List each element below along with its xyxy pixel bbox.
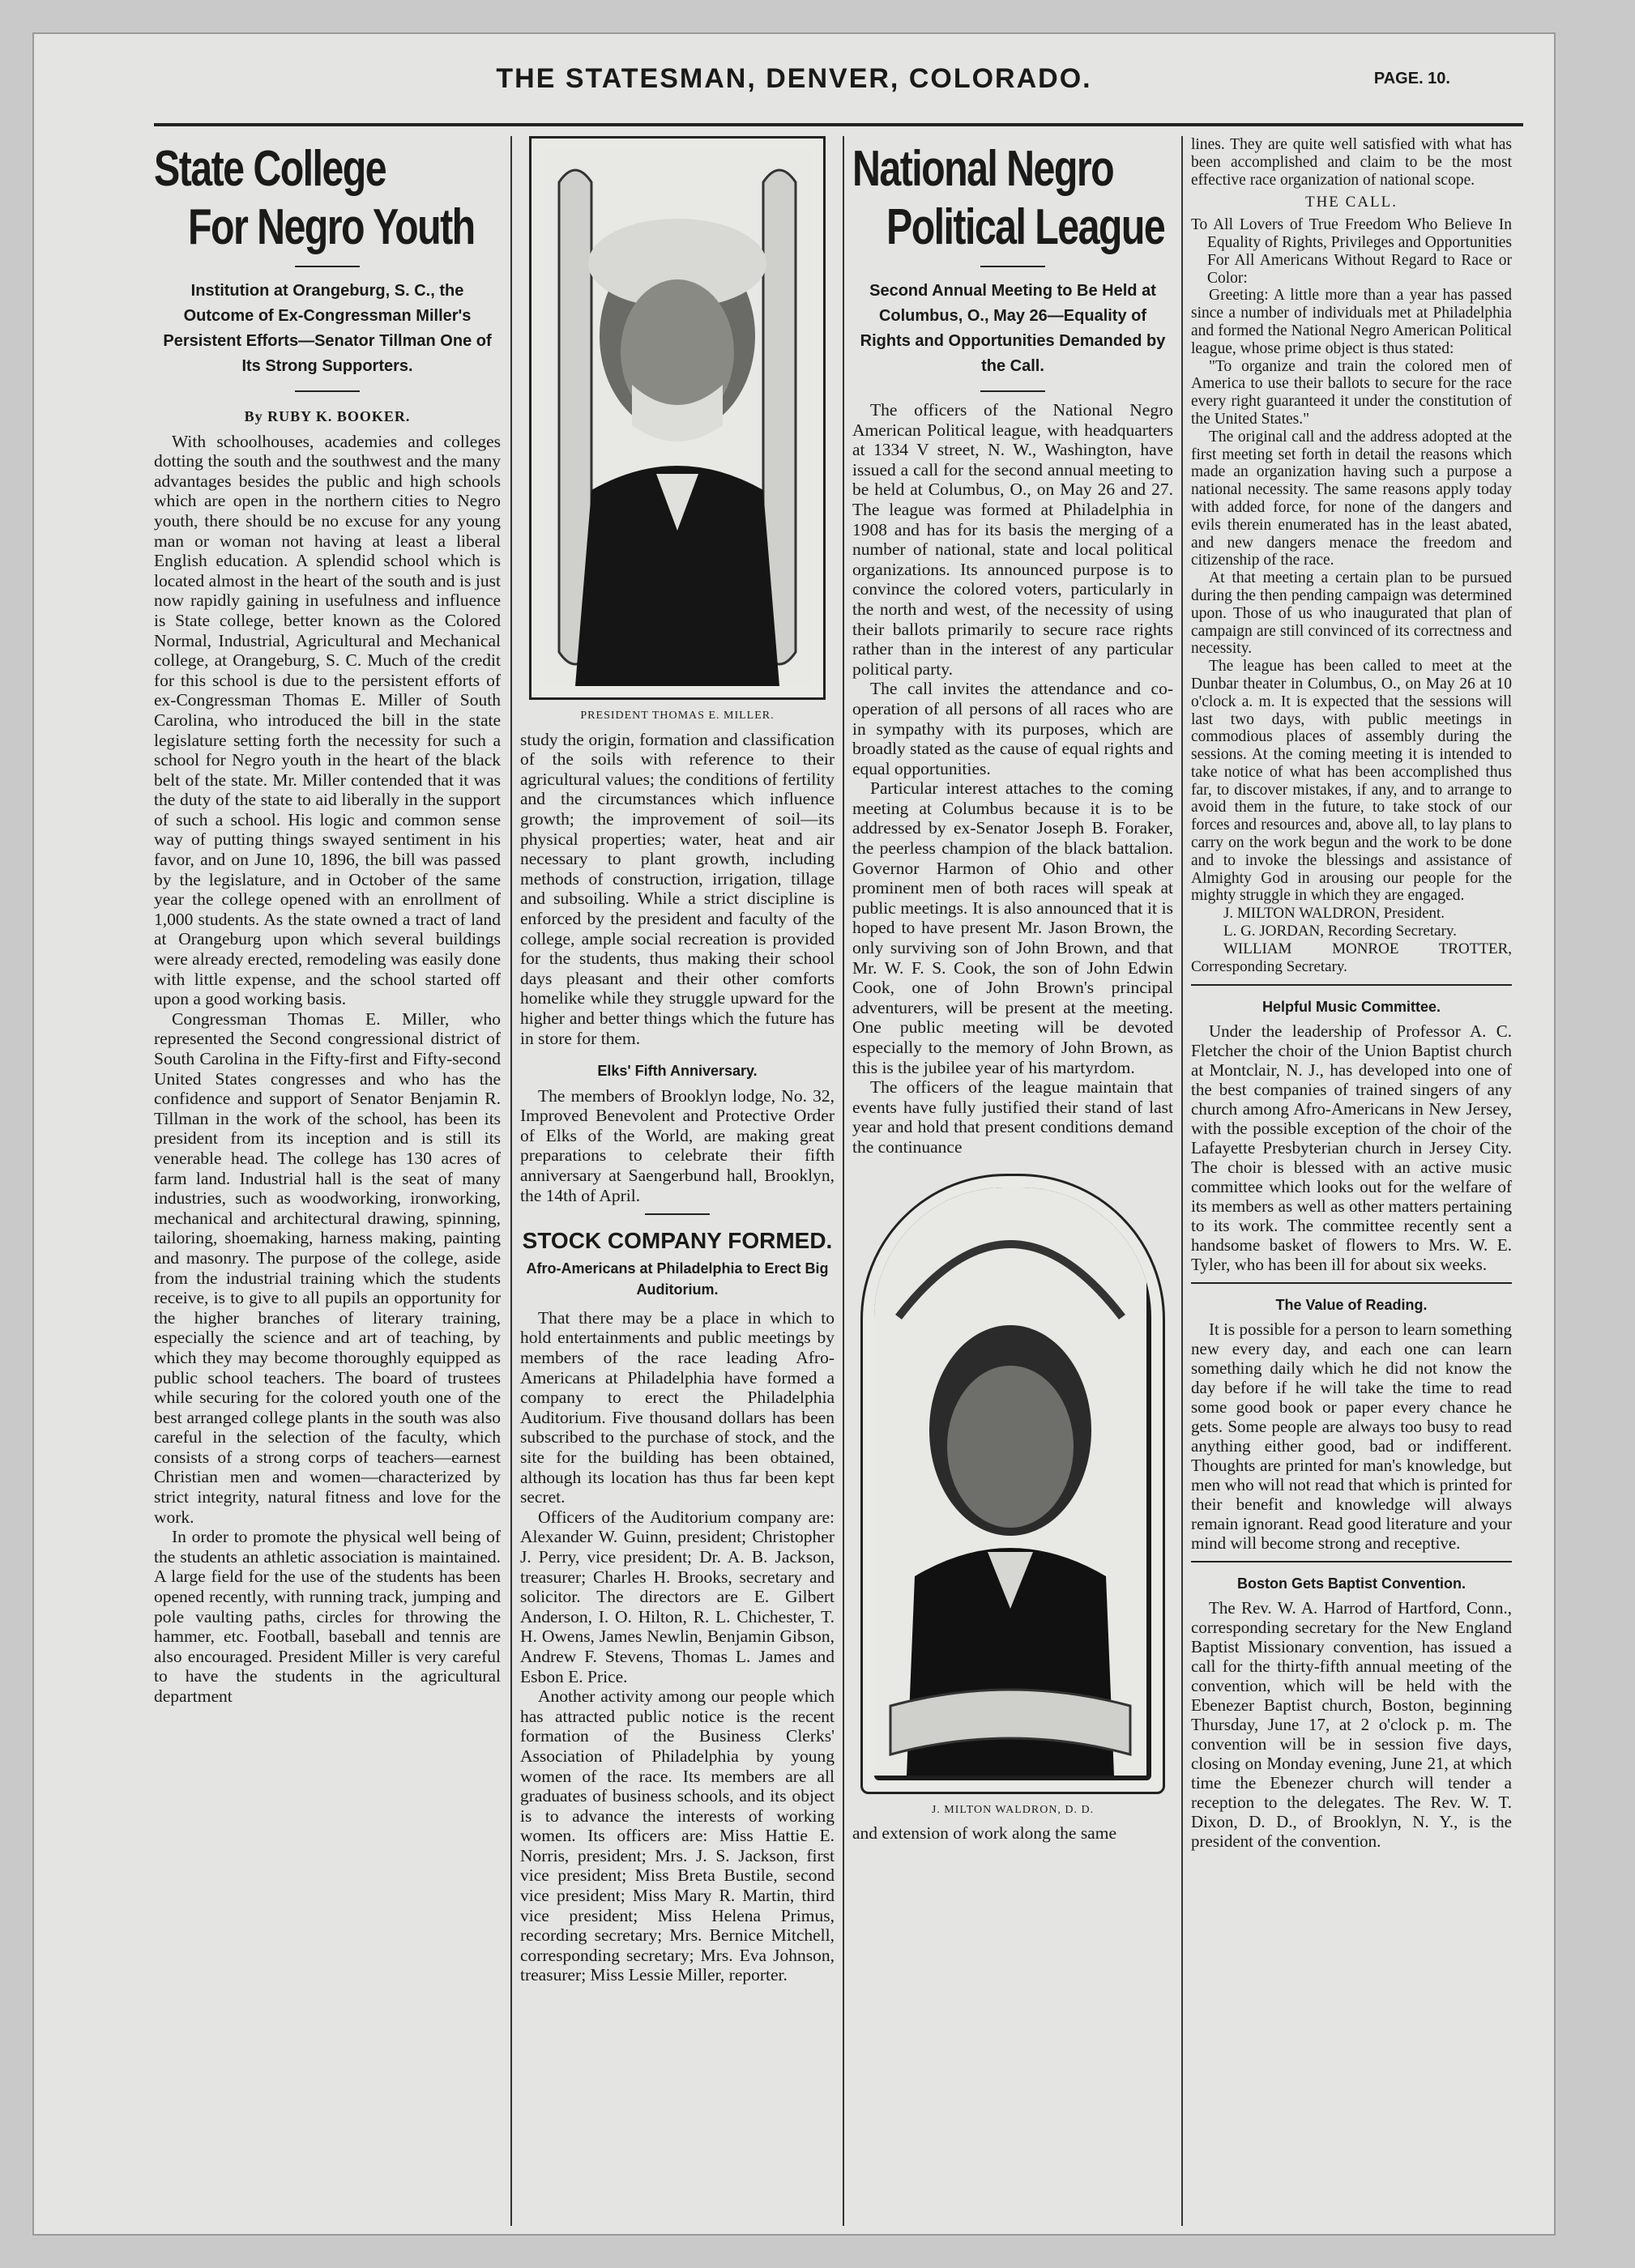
elks-paragraph: The members of Brooklyn lodge, No. 32, Improved Benevolent and Protective Order of Elks of the World, are making great preparations to celebrate their fifth anniversary at Saengerbund hall, Brooklyn, the 14th of April. <box>520 1085 835 1205</box>
elks-headline: Elks' Fifth Anniversary. <box>597 1063 758 1080</box>
signer: L. G. JORDAN, Recording Secretary. <box>1223 923 1457 940</box>
reading-paragraph: It is possible for a person to learn something new every day, and each one can learn something daily which he did not know the day before if he will take the time to read some good book or paper every chance he gets. Some people are always too busy to read anything either good, bad or indifferent. Thoughts are printed for man's knowledge, but men who will not read that which is printed for their benefit and knowledge will always remain ignorant. Read good literature and your mind will become strong and receptive. <box>1191 1319 1512 1553</box>
divider <box>645 1213 710 1215</box>
paragraph: The officers of the league maintain that events have fully justified their stand of last year and hold that present conditions demand the continuance <box>852 1077 1173 1157</box>
photo <box>543 150 812 686</box>
masthead <box>32 32 1556 122</box>
column-four <box>1191 136 1512 2226</box>
page-number: PAGE. 10. <box>1373 70 1450 87</box>
paragraph: The league has been called to meet at the Dunbar theater in Columbus, O., on May 26 at 10 o'clock a. m. It is expected that the sessions will last two days, with public meetings in commodious places of assembly during the sessions. At the coming meeting it is intended to take notice of what has been accomplished thus far, to discover mistakes, if any, and to arrange to avoid them in the future, to take stock of our forces and resources and, above all, to lay plans to carry on the work begun and the work to be done and to invoke the blessings and assistance of Almighty God in arousing our people for the mighty struggle in which they are engaged. <box>1191 658 1512 905</box>
column-two <box>520 136 835 2226</box>
reading-headline: The Value of Reading. <box>1275 1297 1428 1314</box>
paragraph: With schoolhouses, academies and colleges dotting the south and the southwest and the many advantages besides the public and high schools which are open in the northern cities to Negro youth, there should be no excuse for any young man or woman not having at least a liberal English education. A splendid school which is located almost in the heart of the south and is just now rapidly gaining in usefulness and influence is State college, better known as the Colored Normal, Industrial, Agricultural and Mechanical college, at Orangeburg, S. C. Much of the credit for this school is due to the persistent efforts of ex-Congressman Thomas E. Miller of South Carolina, who introduced the bill in the state legislature setting forth the necessity for such a school for Negro youth in the heart of the black belt of the state. Mr. Miller contended that it was the duty of the state to aid liberally in the support of such a school. His logic and common sense way of putting things swayed sentiment in his favor, and on June 10, 1896, the bill was passed by the legislature, and in October of the same year the college opened with an enrollment of 1,000 students. As the state owned a tract of land at Orangeburg upon which several buildings were already erected, remodeling was easily done with little expense, and the school started off upon a good working basis. <box>154 431 501 1009</box>
paragraph: Particular interest attaches to the coming meeting at Columbus because it is to be addressed by ex-Senator Joseph B. Foraker, the peerless champion of the black battalion. Governor Harmon of Ohio and other prominent men of both races will speak at public meetings. It is also announced that it is hoped to have present Mr. Jason Brown, the only surviving son of John Brown, and that Mr. W. F. S. Cook, the son of John Edwin Cook, one of John Brown's principal adventurers, will be present at the meeting. One public meeting will be devoted especially to the memory of John Brown, as this is the jubilee year of his martyrdom. <box>852 778 1173 1077</box>
divider <box>980 390 1045 392</box>
paragraph: Another activity among our people which has attracted public notice is the recent formation of the Business Clerks' Association of Philadelphia by young women of the race. Its members are all graduates of business schools, and its object is to advance the interests of working women. Its officers are: Miss Hattie E. Norris, president; Mrs. J. S. Jackson, first vice president; Miss Breta Bustile, second vice president; Miss Mary R. Martin, third vice president; Miss Helena Primus, recording secretary; Mrs. Bernice Mitchell, corresponding secretary; Mrs. Eva Johnson, treasurer; Miss Lessie Miller, reporter. <box>520 1686 835 1985</box>
photo <box>874 1187 1151 1780</box>
paragraph: At that meeting a certain plan to be pursued during the then pending campaign was determined upon. Those of us who inaugurated that plan of campaign are still convinced of its correctness and necessity. <box>1191 569 1512 658</box>
divider <box>1191 1282 1512 1284</box>
paragraph: The call invites the attendance and co-operation of all persons of all races who are in sympathy with its purposes, which are broadly stated as the cause of equal rights and equal opportunities. <box>852 679 1173 778</box>
headline-line-2: Political League <box>886 199 1165 255</box>
divider <box>980 266 1045 267</box>
headline-political-league <box>852 136 1173 258</box>
article-continuation: and extension of work along the same <box>852 1823 1116 1844</box>
divider <box>295 266 360 267</box>
music-paragraph: Under the leadership of Professor A. C. Fletcher the choir of the Union Baptist church at Montclair, N. J., has developed into one of the best companies of trained singers of any church among Afro-Americans in New Jersey, with the possible exception of the choir of the Lafayette Presbyterian church in Jersey City. The choir is blessed with an active music committee which looks out for the welfare of its members as well as other matters pertaining to its work. The committee recently sent a handsome basket of flowers to Mrs. W. E. Tyler, who has been ill for about six weeks. <box>1191 1021 1512 1275</box>
masthead-rule <box>154 123 1523 126</box>
portrait-thomas-miller <box>529 136 826 700</box>
article-continuation: study the origin, formation and classification of the soils with reference to their agricultural values; the conditions of fertility and the circumstances which influence growth; the improvement of soil—its physical properties; water, heat and air necessary to plant growth, including methods of construction, irrigation, tillage and subsoiling. While a strict discipline is enforced by the president and faculty of the college, ample social recreation is provided for the students, thus making their school days pleasant and their other comforts homelike while they struggle upward for the higher and better things which the future has in store for them. <box>520 729 835 1048</box>
portrait-illustration-icon <box>543 150 812 686</box>
byline: By RUBY K. BOOKER. <box>244 408 411 424</box>
masthead-title: THE STATESMAN, DENVER, COLORADO. <box>496 63 1092 94</box>
music-headline: Helpful Music Committee. <box>1261 999 1441 1016</box>
headline-state-college <box>154 136 501 258</box>
call-address: To All Lovers of True Freedom Who Believe In Equality of Rights, Privileges and Opportunities For All Americans Without Regard to Race or Color: <box>1191 216 1512 287</box>
article-state-college <box>154 136 501 2226</box>
signers <box>1191 905 1512 976</box>
stock-deck: Afro-Americans at Philadelphia to Erect Big Auditorium. <box>526 1260 829 1298</box>
paragraph: The officers of the National Negro American Political league, with headquarters at 1334 V street, N. W., Washington, have issued a call for the second annual meeting to be held at Columbus, O., on May 26 and 27. The league was formed at Philadelphia in 1908 and has for its basis the merging of a number of national, state and local political organizations. Its announced purpose is to convince the colored voters, particularly in the north and west, of the necessity of using their ballots primarily to secure race rights rather than in the interest of any particular political party. <box>852 400 1173 679</box>
newspaper-page <box>32 32 1556 2236</box>
paragraph: "To organize and train the colored men of America to use their ballots to secure for the race every right guaranteed it under the constitution of the United States." <box>1191 357 1512 428</box>
article-political-league <box>852 136 1173 2226</box>
portrait-caption: PRESIDENT THOMAS E. MILLER. <box>580 710 775 722</box>
portrait-milton-waldron <box>860 1174 1165 1794</box>
article-continuation: lines. They are quite well satisfied with what has been accomplished and claim to be the most effective race organization of national scope. <box>1191 136 1512 189</box>
divider <box>1191 1561 1512 1562</box>
column-rule <box>843 136 844 2226</box>
paragraph: Congressman Thomas E. Miller, who represented the Second congressional district of South Carolina in the Fifty-first and Fifty-second United States congresses and who has the confidence and support of Senator Benjamin R. Tillman in the work of the school, has been its president from its inception and is still its venerable head. The college has 130 acres of farm land. Industrial hall is the seat of many industries, such as woodworking, ironworking, mechanical and architectural drawing, spinning, tailoring, shoemaking, harness making, painting and masonry. The purpose of the college, aside from the industrial training which the students receive, is to give to all pupils an opportunity for the higher branches of literary training, especially the science and art of teaching, by which they may become thoroughly equipped as public school teachers. The board of trustees while securing for the colored youth one of the best arranged college plants in the south was also careful in the selection of the faculty, which consists of a strong corps of teachers—earnest Christian men and women—characterized by strict integrity, natural fitness and love for the work. <box>154 1008 501 1527</box>
boston-headline: Boston Gets Baptist Convention. <box>1236 1575 1466 1592</box>
paragraph: In order to promote the physical well being of the students an athletic association is maintained. A large field for the use of the students has been opened recently, with running track, jumping and pole vaulting paths, circles for throwing the hammer, etc. Football, baseball and tennis are also encouraged. President Miller is very careful to have the students in the agricultural department <box>154 1527 501 1706</box>
portrait-caption: J. MILTON WALDRON, D. D. <box>931 1803 1095 1816</box>
paragraph: That there may be a place in which to hold entertainments and public meetings by members of the race leading Afro-Americans at Philadelphia have formed a company to erect the Philadelphia Auditorium. Five thousand dollars has been subscribed to the purchase of stock, and the site for the building has been obtained, although its location has thus far been kept secret. <box>520 1307 835 1507</box>
deck: Second Annual Meeting to Be Held at Columbus, O., May 26—Equality of Rights and Opportunities Demanded by the Call. <box>860 282 1166 375</box>
divider <box>1191 984 1512 986</box>
boston-paragraph: The Rev. W. A. Harrod of Hartford, Conn., corresponding secretary for the New England Baptist Missionary convention, has issued a call for the thirty-fifth annual meeting of the convention, which will be held with the Ebenezer Baptist church, Boston, beginning Thursday, June 17, at 2 o'clock p. m. The convention will be in session five days, closing on Monday evening, June 21, at which time the Ebenezer church will tender a reception to the delegates. The Rev. W. T. Dixon, D. D., of Brooklyn, N. Y., is the president of the convention. <box>1191 1597 1512 1851</box>
paragraph: Greeting: A little more than a year has passed since a number of individuals met at Philadelphia and formed the National Negro American Political league, whose prime object is thus stated: <box>1191 287 1512 357</box>
column-rule <box>510 136 512 2226</box>
signer: J. MILTON WALDRON, President. <box>1223 905 1445 923</box>
paragraph: The original call and the address adopted at the first meeting set forth in detail the reasons which made an organization having such a purpose a national necessity. The same reasons apply today with added force, for none of the dangers and evils therein enumerated has in the least abated, and new dangers menace the freedom and citizenship of the race. <box>1191 428 1512 569</box>
call-title: THE CALL. <box>1304 194 1398 211</box>
headline-line-1: National Negro <box>852 141 1114 197</box>
deck: Institution at Orangeburg, S. C., the Outcome of Ex-Congressman Miller's Persistent Efforts—Senator Tillman One of Its Strong Supporters. <box>163 282 492 375</box>
portrait-illustration-icon <box>874 1187 1146 1776</box>
paragraph: Officers of the Auditorium company are: Alexander W. Guinn, president; Christopher J. Perry, vice president; Dr. A. B. Jackson, treasurer; Charles H. Brooks, secretary and solicitor. The directors are E. Gilbert Anderson, I. O. Hilton, R. L. Chichester, T. H. Owens, James Newlin, Benjamin Gibson, Andrew F. Stevens, Thomas L. James and Esbon E. Price. <box>520 1507 835 1686</box>
stock-headline: STOCK COMPANY FORMED. <box>522 1228 833 1254</box>
headline-line-1: State College <box>154 141 386 197</box>
signer: WILLIAM MONROE TROTTER, Corresponding Secretary. <box>1191 940 1512 976</box>
divider <box>295 390 360 392</box>
headline-line-2: For Negro Youth <box>188 199 475 255</box>
column-rule <box>1181 136 1183 2226</box>
